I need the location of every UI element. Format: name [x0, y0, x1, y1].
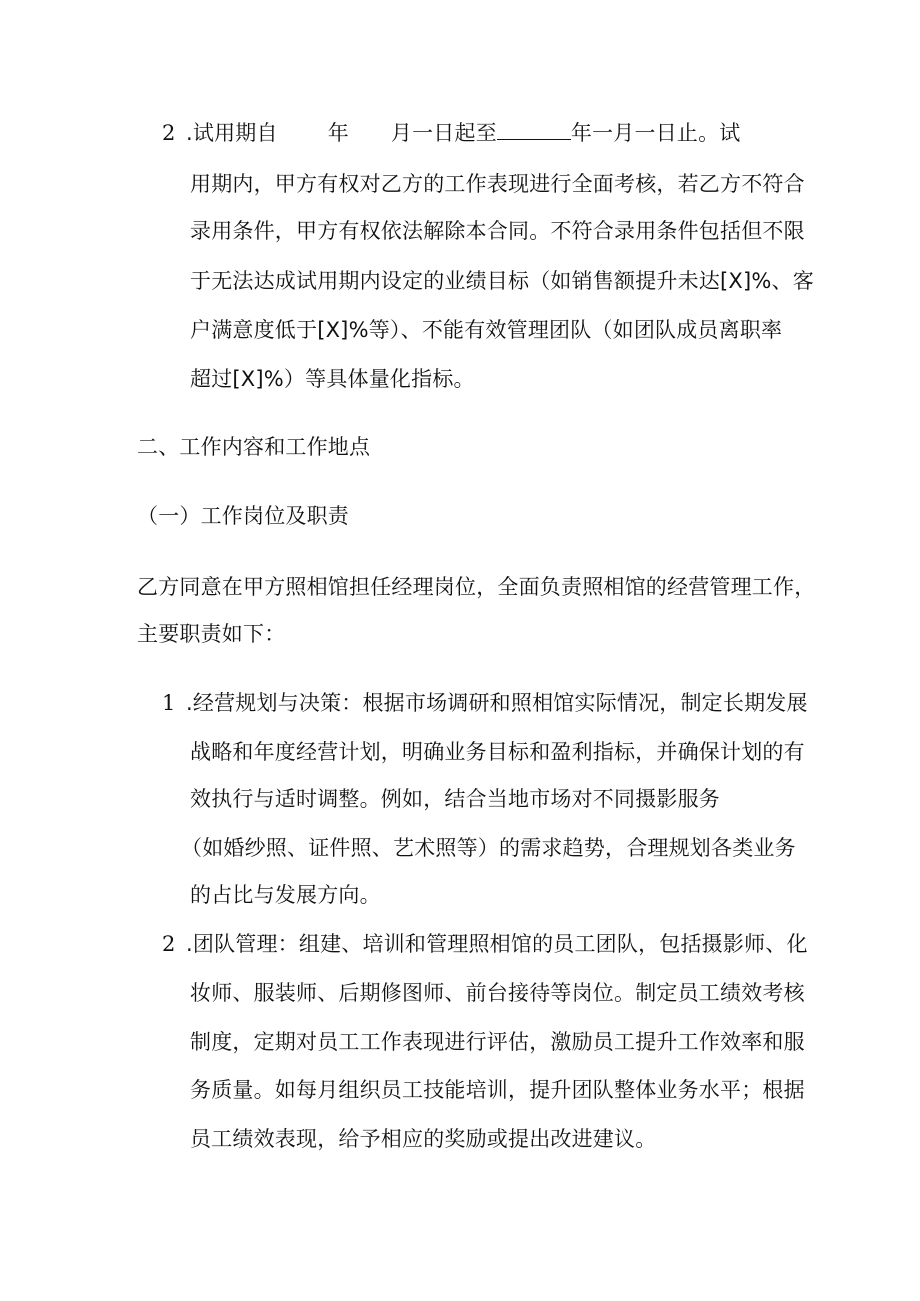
- clause-line: 超过[X]%）等具体量化指标。: [190, 367, 475, 391]
- clause-line: 户满意度低于[X]%等）、不能有效管理团队（如团队成员离职率: [190, 318, 783, 342]
- clause-number: 2: [162, 121, 176, 145]
- duty-line: 的占比与发展方向。: [190, 883, 381, 907]
- duty-number: 2: [162, 932, 176, 956]
- duty-line: 制度，定期对员工工作表现进行评估，激励员工提升工作效率和服: [190, 1030, 805, 1054]
- clause-line: [186, 118, 741, 148]
- duty-line: （如婚纱照、证件照、艺术照等）的需求趋势，合理规划各类业务: [181, 836, 796, 860]
- duty-line: 务质量。如每月组织员工技能培训，提升团队整体业务水平；根据: [190, 1078, 805, 1102]
- clause-text: 年: [327, 121, 349, 145]
- clause-line: 录用条件，甲方有权依法解除本合同。不符合录用条件包括但不限: [190, 219, 805, 243]
- clause-line: 于无法达成试用期内设定的业绩目标（如销售额提升未达[X]%、客: [190, 269, 814, 293]
- duty-line: 战略和年度经营计划，明确业务目标和盈利指标，并确保计划的有: [190, 740, 805, 764]
- intro-line: 乙方同意在甲方照相馆担任经理岗位，全面负责照相馆的经营管理工作，: [137, 575, 816, 599]
- duty-line: 妆师、服装师、后期修图师、前台接待等岗位。制定员工绩效考核: [190, 981, 805, 1005]
- duty-line: 效执行与适时调整。例如，结合当地市场对不同摄影服务: [190, 787, 720, 811]
- subsection-heading: （一）工作岗位及职责: [137, 504, 349, 528]
- clause-line: 用期内，甲方有权对乙方的工作表现进行全面考核，若乙方不符合: [190, 172, 805, 196]
- intro-line: 主要职责如下：: [137, 622, 286, 646]
- clause-text: 年一月一日止。试: [570, 121, 741, 145]
- fill-in-blank: [497, 121, 571, 140]
- duty-number: 1: [162, 691, 176, 715]
- clause-text: 月一日起至: [390, 121, 497, 145]
- duty-line: .团队管理：组建、培训和管理照相馆的员工团队，包括摄影师、化: [186, 932, 808, 956]
- duty-line: .经营规划与决策：根据市场调研和照相馆实际情况，制定长期发展: [186, 691, 808, 715]
- clause-text: .试用期自: [186, 121, 278, 145]
- section-heading: 二、工作内容和工作地点: [137, 435, 371, 459]
- duty-line: 员工绩效表现，给予相应的奖励或提出改进建议。: [190, 1127, 657, 1151]
